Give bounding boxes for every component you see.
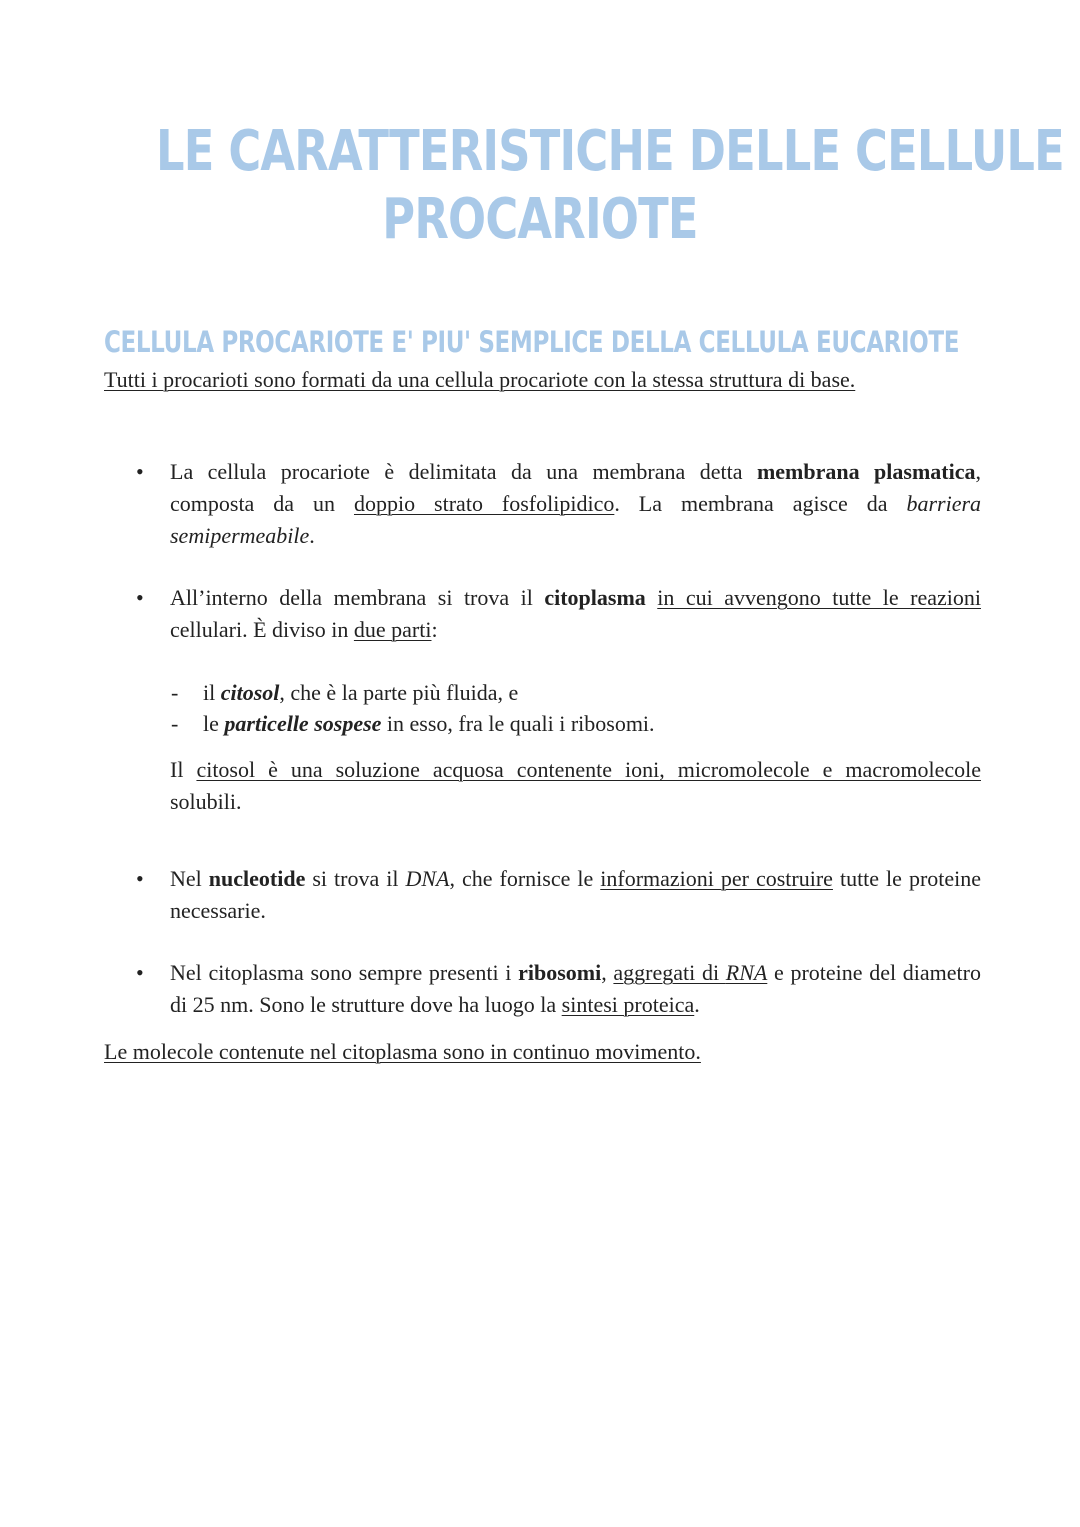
citosol-paragraph: Il citosol è una soluzione acquosa contenente ioni, micromolecole e macromolecole solubili. — [170, 757, 981, 814]
underlined-phrase: doppio strato fosfolipidico — [353, 491, 615, 516]
bullet-item-membrane: • La cellula procariote è delimitata da una membrana detta membrana plasmatica, composta da un doppio strato fosfolipidico. La membrana agisce da barriera semipermeabile. — [170, 456, 981, 552]
underlined-phrase: in cui avvengono tutte le reazioni — [657, 585, 981, 610]
term-membrana-plasmatica: membrana plasmatica — [756, 459, 976, 484]
sub-item-particelle: - le particelle sospese in esso, fra le quali i ribosomi. — [203, 708, 655, 740]
term-citoplasma: citoplasma — [544, 585, 646, 610]
underlined-phrase: sintesi proteica — [561, 992, 695, 1017]
dash-marker: - — [171, 711, 179, 736]
term-ribosomi: ribosomi — [518, 960, 602, 985]
sub-item-citosol: - il citosol, che è la parte più fluida, e — [203, 677, 518, 709]
term-barriera: barriera semipermeabile — [170, 491, 982, 548]
term-dna: DNA — [405, 866, 450, 891]
bullet-marker: • — [136, 585, 144, 610]
dash-marker: - — [171, 680, 179, 705]
bullet-marker: • — [136, 960, 144, 985]
intro-sentence: Tutti i procarioti sono formati da una cellula procariote con la stessa struttura di base. — [104, 367, 856, 392]
underlined-phrase: citosol è una soluzione acquosa contenente ioni, micromolecole e macromolecole — [196, 757, 981, 782]
underlined-phrase: informazioni per costruire — [600, 866, 833, 891]
title-line-2: PROCARIOTE — [382, 187, 698, 252]
bullet-item-nucleotide: • Nel nucleotide si trova il DNA, che fornisce le informazioni per costruire tutte le proteine necessarie. — [170, 863, 981, 927]
term-nucleotide: nucleotide — [208, 866, 306, 891]
title-line-1: LE CARATTERISTICHE DELLE CELLULE — [156, 119, 1064, 184]
bullet-item-citoplasma: • All’interno della membrana si trova il citoplasma in cui avvengono tutte le reazioni cellulari. È diviso in due parti: — [170, 582, 981, 646]
section-heading: CELLULA PROCARIOTE E' PIU' SEMPLICE DELLA CELLULA EUCARIOTE — [104, 325, 960, 359]
term-particelle-sospese: particelle sospese — [224, 711, 382, 736]
page-title — [156, 118, 1064, 254]
bullet-item-ribosomi: • Nel citoplasma sono sempre presenti i ribosomi, aggregati di RNA e proteine del diametro di 25 nm. Sono le strutture dove ha luogo la sintesi proteica. — [170, 957, 981, 1021]
bullet-marker: • — [136, 459, 144, 484]
underlined-phrase: due parti — [353, 617, 432, 642]
bullet-marker: • — [136, 866, 144, 891]
term-rna: RNA — [725, 960, 768, 985]
underlined-phrase: aggregati di — [613, 960, 726, 985]
closing-sentence: Le molecole contenute nel citoplasma sono in continuo movimento. — [104, 1039, 701, 1064]
term-citosol: citosol — [220, 680, 280, 705]
